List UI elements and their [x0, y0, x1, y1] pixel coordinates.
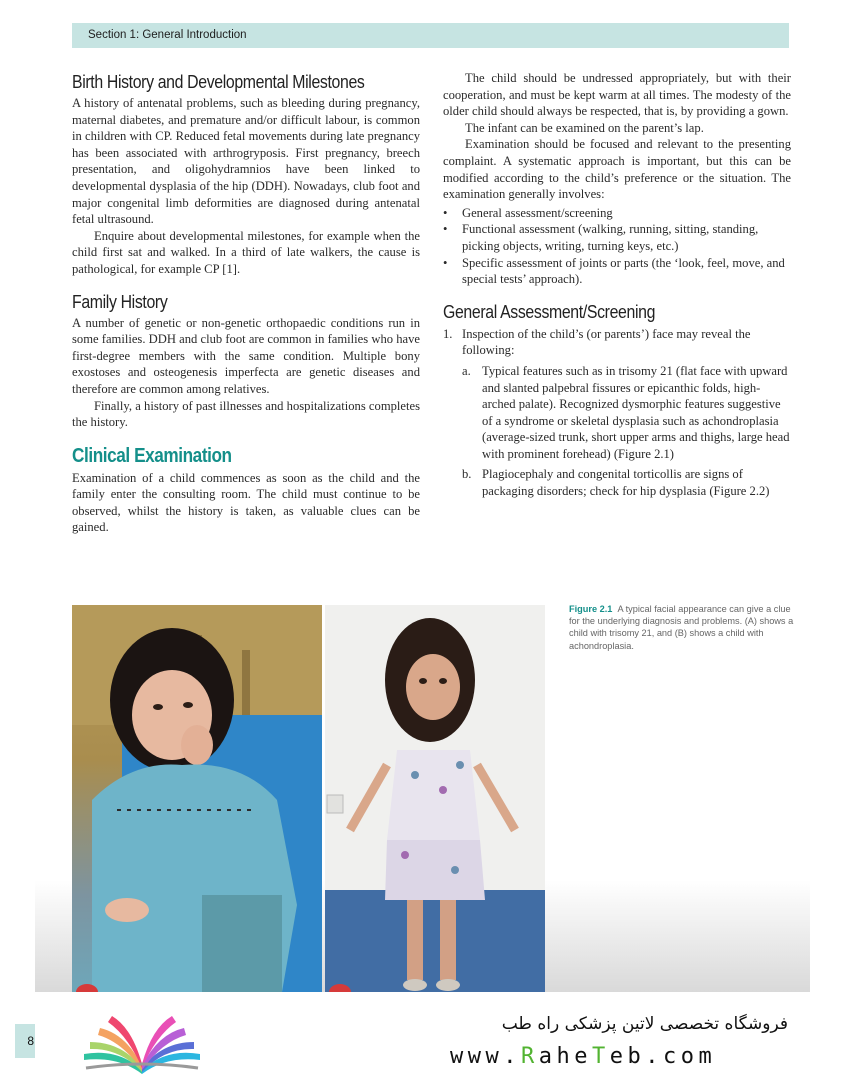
paragraph: The child should be undressed appropriately, but with their cooperation, and must be kept warm at all times. The modesty of the older child should always be respected, that is, by providing a gown. — [443, 71, 791, 119]
heading-birth-history: Birth History and Developmental Milestones — [72, 72, 365, 92]
numbered-list — [443, 326, 791, 500]
right-column — [443, 70, 791, 504]
bullet-item: • Specific assessment of joints or parts (the ‘look, feel, move, and special tests’ approach). — [443, 255, 791, 288]
watermark-store-title: فروشگاه تخصصی لاتین پزشکی راه طب — [501, 1014, 788, 1034]
examination-bullet-list — [443, 205, 791, 288]
paragraph: The infant can be examined on the parent’s lap. — [465, 120, 704, 135]
heading-general-assessment: General Assessment/Screening — [443, 301, 656, 322]
sub-list — [462, 363, 791, 500]
item-text: Inspection of the child’s (or parents’) face may reveal the following: — [462, 326, 751, 358]
figure-caption-text: A typical facial appearance can give a clue for the underlying diagnosis and problems. (A) shows a child with trisomy 21, and (B) shows a child with achondroplasia. — [569, 604, 794, 651]
running-head: Section 1: General Introduction — [72, 23, 789, 48]
url-suffix: eb.com — [609, 1044, 717, 1069]
paragraph: Enquire about developmental milestones, for example when the child first sat and walked. In a third of late walkers, the cause is pathological, for example CP [1]. — [72, 228, 420, 276]
figure-label: Figure 2.1 — [569, 604, 613, 614]
paragraph: A history of antenatal problems, such as bleeding during pregnancy, maternal diabetes, and premature and/or difficult labour, is common in children with CP. Reduced fetal movements during late pregnancy has been associated with arthrogryposis. First pregnancy, breech presentation, and oligohydramnios have been linked to developmental dysplasia of the hip (DDH). Nowadays, club foot and major congenital limb deformities are diagnosed during antenatal fetal ultrasound. — [72, 96, 420, 227]
paragraph: Examination of a child commences as soon as the child and the family enter the consulting room. The child must continue to be observed, whilst the history is taken, as valuable clues can be gained. — [72, 470, 420, 535]
watermark-url[interactable] — [450, 1044, 716, 1069]
figure-photo-b — [325, 605, 545, 992]
bullet-item: • Functional assessment (walking, running, sitting, standing, picking objects, writing, turning keys, etc.) — [443, 221, 791, 254]
numbered-item — [443, 326, 791, 500]
paragraph: A number of genetic or non-genetic orthopaedic conditions run in some families. DDH and club foot are common in families who have first-degree members with the same condition. Multiple bony exostoses and osteogenesis imperfecta are genetic diseases and therefore are common among relatives. — [72, 315, 420, 396]
list-marker: b. — [462, 467, 472, 482]
page-number: 8 — [15, 1024, 35, 1058]
open-book-logo-icon — [78, 1008, 206, 1079]
url-highlight-r: R — [520, 1044, 539, 1069]
paragraph: Finally, a history of past illnesses and hospitalizations completes the history. — [72, 398, 420, 430]
child-achondroplasia-illustration — [325, 605, 545, 992]
item-text: Typical features such as in trisomy 21 (flat face with upward and slanted palpebral fissures or epicanthic folds, high-arched palate). Recognized dysmorphic features suggestive of a syndrome or skeletal dysplasia such as achondroplasia (average-sized trunk, short upper arms and thighs, large head with prominent forehead) (Figure 2.1) — [482, 363, 790, 461]
url-mid: ahe — [538, 1044, 592, 1069]
list-marker: a. — [462, 363, 471, 378]
item-text: Plagiocephaly and congenital torticollis are signs of packaging disorders; check for hip dysplasia (Figure 2.2) — [482, 467, 770, 499]
heading-family-history: Family History — [72, 291, 168, 312]
figure-photo-a — [72, 605, 322, 992]
paragraph: Examination should be focused and relevant to the presenting complaint. A systematic approach is important, but this can be modified according to the child’s preference or the situation. The examination generally involves: — [443, 137, 791, 202]
url-prefix: www. — [450, 1044, 521, 1069]
bullet-item: • General assessment/screening — [443, 205, 791, 222]
figure-caption — [569, 603, 794, 652]
child-trisomy-21-illustration — [72, 605, 322, 992]
url-highlight-t: T — [591, 1044, 610, 1069]
sub-item — [462, 466, 791, 499]
heading-clinical-examination: Clinical Examination — [72, 444, 232, 467]
sub-item — [462, 363, 791, 463]
left-column — [72, 70, 420, 536]
list-marker: 1. — [443, 326, 453, 341]
